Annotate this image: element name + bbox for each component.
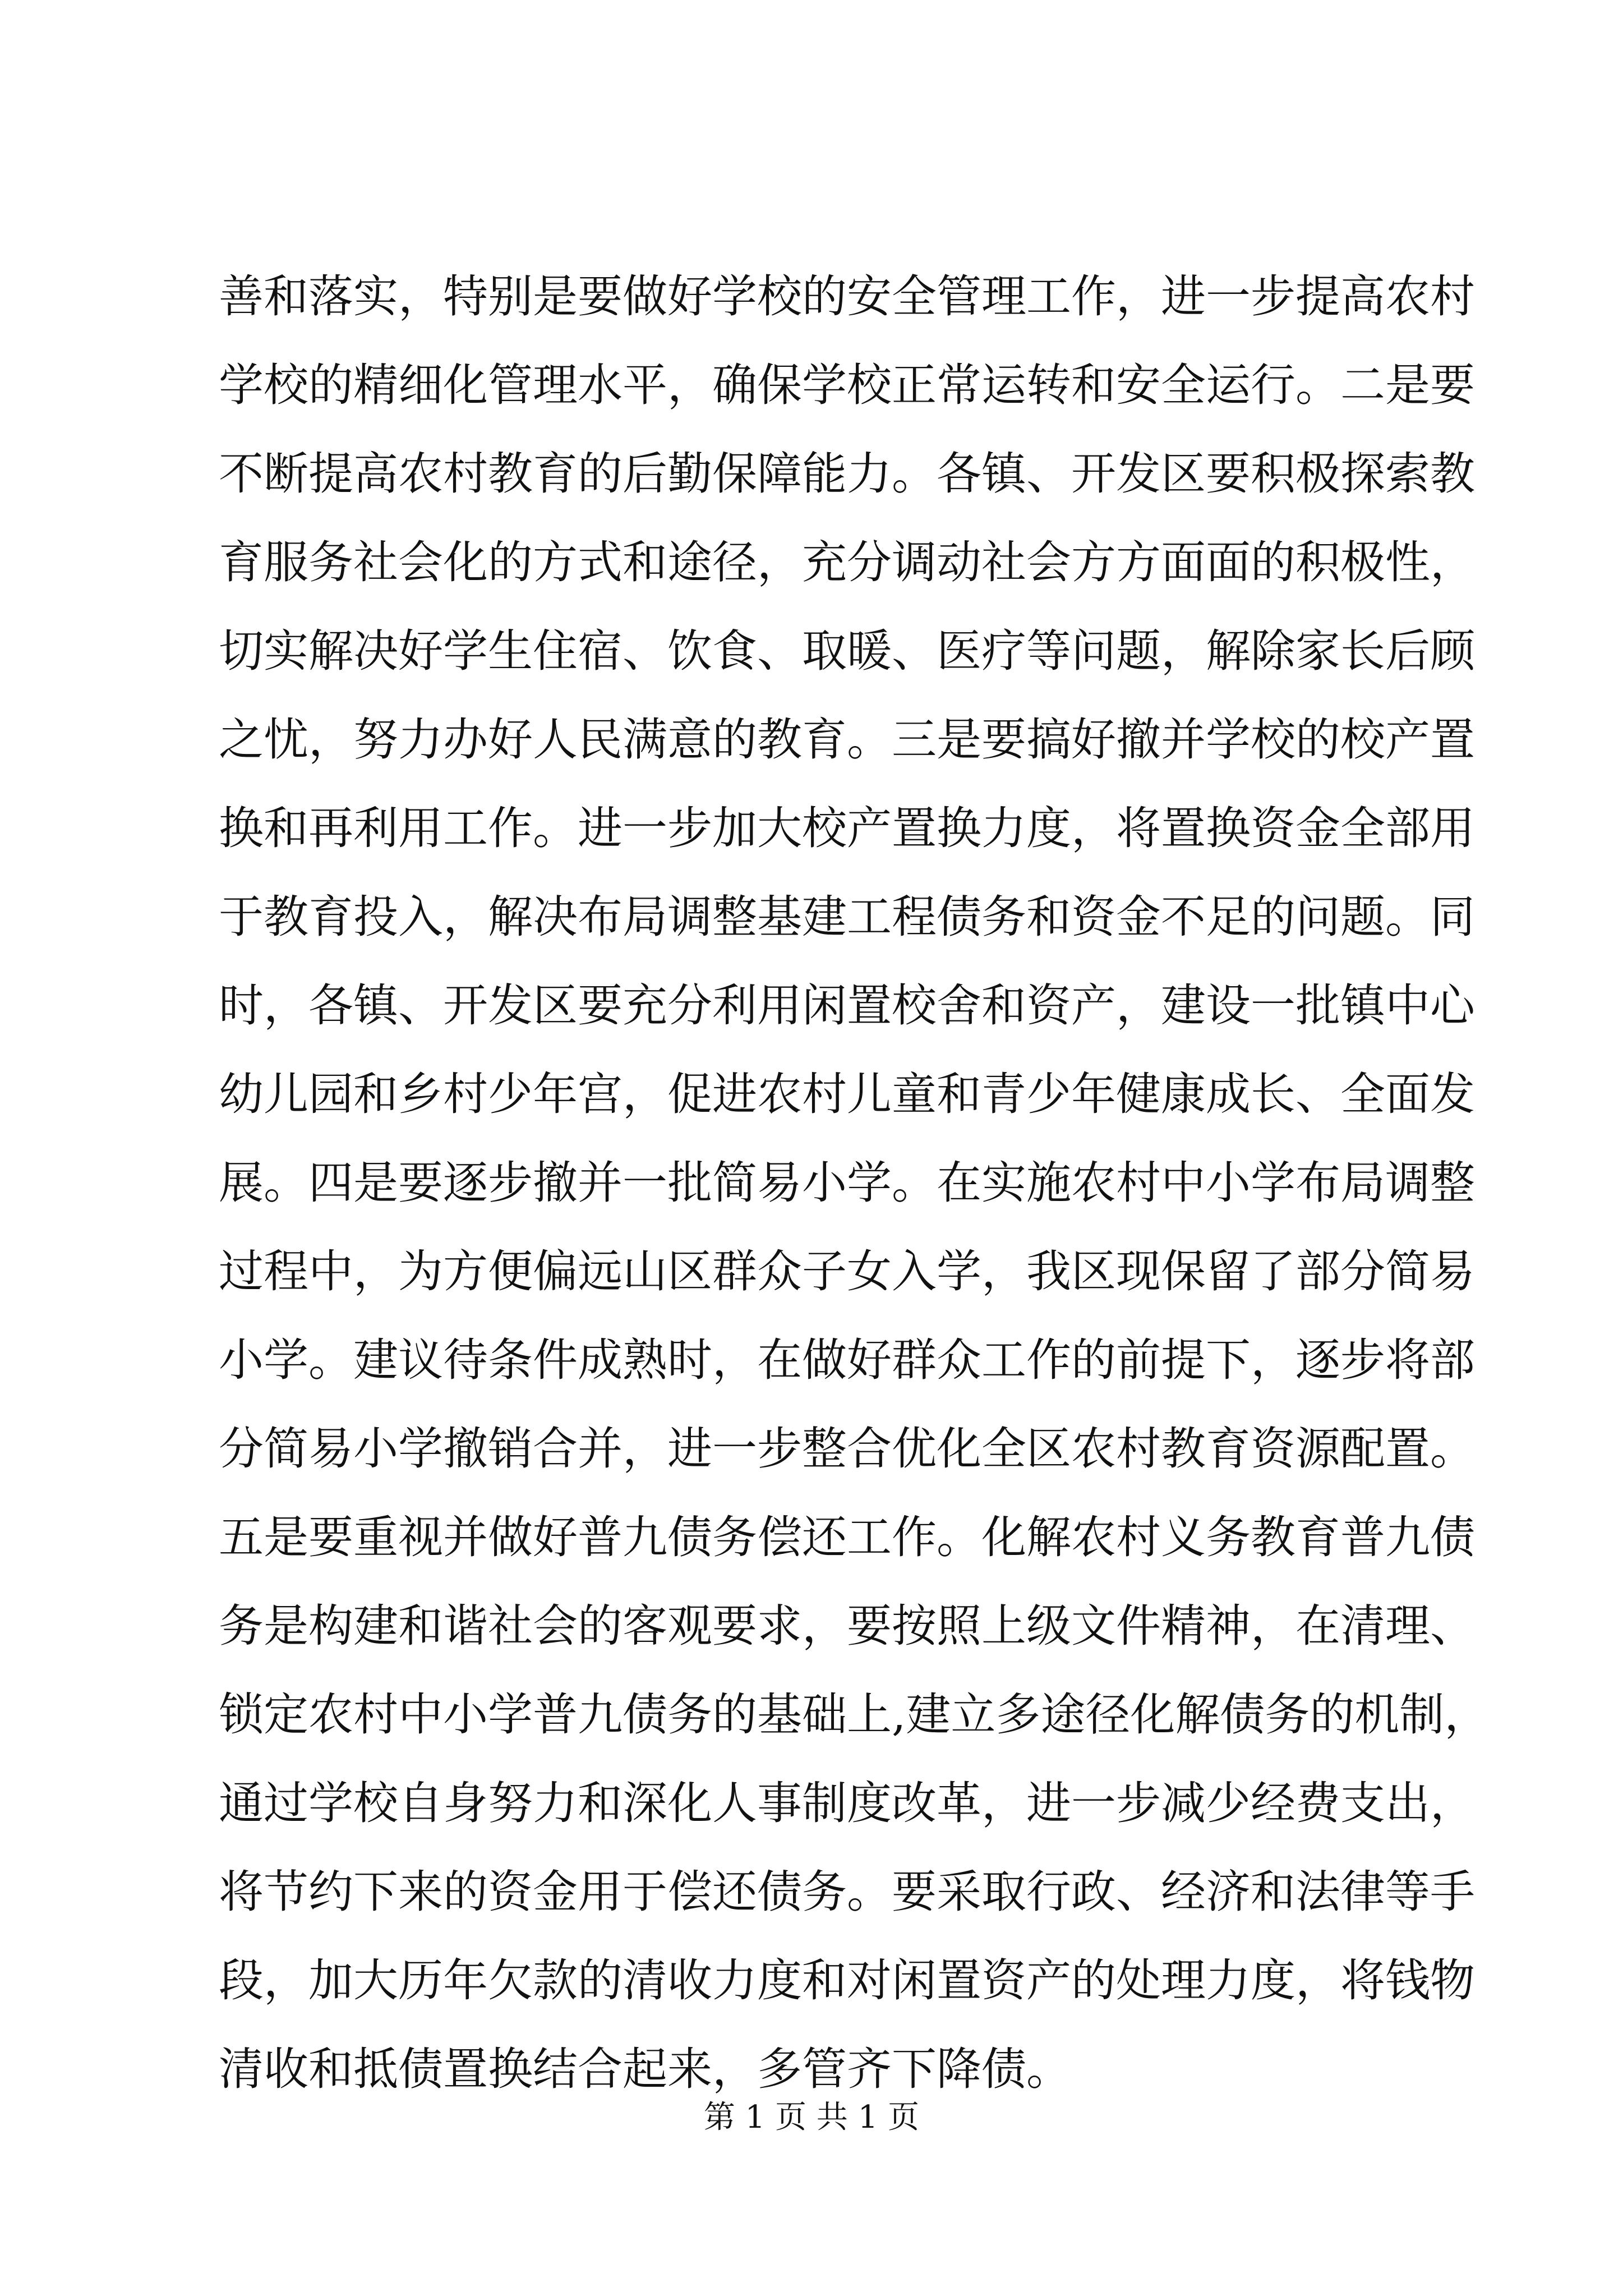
text-line: 学校的精细化管理水平，确保学校正常运转和安全运行。二是要 bbox=[219, 359, 1475, 411]
text-line: 时，各镇、开发区要充分利用闲置校舍和资产，建设一批镇中心 bbox=[219, 979, 1475, 1032]
text-line: 换和再利用工作。进一步加大校产置换力度，将置换资金全部用 bbox=[219, 802, 1475, 854]
text-line: 清收和抵债置换结合起来，多管齐下降债。 bbox=[219, 2043, 1071, 2095]
text-line: 小学。建议待条件成熟时，在做好群众工作的前提下，逐步将部 bbox=[219, 1334, 1475, 1386]
text-line: 展。四是要逐步撤并一批简易小学。在实施农村中小学布局调整 bbox=[219, 1157, 1475, 1209]
text-line: 切实解决好学生住宿、饮食、取暖、医疗等问题，解除家长后顾 bbox=[219, 625, 1475, 677]
text-line: 五是要重视并做好普九债务偿还工作。化解农村义务教育普九债 bbox=[219, 1511, 1475, 1563]
page-number-label: 第 1 页 共 1 页 bbox=[703, 2099, 920, 2136]
text-line: 分简易小学撤销合并，进一步整合优化全区农村教育资源配置。 bbox=[219, 1423, 1475, 1475]
text-line: 将节约下来的资金用于偿还债务。要采取行政、经济和法律等手 bbox=[219, 1866, 1475, 1918]
text-line: 段，加大历年欠款的清收力度和对闲置资产的处理力度，将钱物 bbox=[219, 1954, 1475, 2007]
text-line: 善和落实，特别是要做好学校的安全管理工作，进一步提高农村 bbox=[219, 270, 1475, 323]
text-line: 不断提高农村教育的后勤保障能力。各镇、开发区要积极探索教 bbox=[219, 448, 1475, 500]
text-line: 之忧，努力办好人民满意的教育。三是要搞好撤并学校的校产置 bbox=[219, 714, 1475, 766]
page-footer bbox=[0, 2095, 1623, 2140]
text-line: 过程中，为方便偏远山区群众子女入学，我区现保留了部分简易 bbox=[219, 1245, 1475, 1297]
text-line: 锁定农村中小学普九债务的基础上,建立多途径化解债务的机制， bbox=[219, 1688, 1490, 1741]
text-line: 幼儿园和乡村少年宫，促进农村儿童和青少年健康成长、全面发 bbox=[219, 1068, 1475, 1120]
body-text bbox=[219, 252, 1490, 2114]
text-line: 育服务社会化的方式和途径，充分调动社会方方面面的积极性， bbox=[219, 536, 1475, 588]
text-line: 务是构建和谐社会的客观要求，要按照上级文件精神，在清理、 bbox=[219, 1600, 1475, 1652]
text-line: 通过学校自身努力和深化人事制度改革，进一步减少经费支出， bbox=[219, 1777, 1475, 1829]
text-line: 于教育投入，解决布局调整基建工程债务和资金不足的问题。同 bbox=[219, 891, 1475, 943]
